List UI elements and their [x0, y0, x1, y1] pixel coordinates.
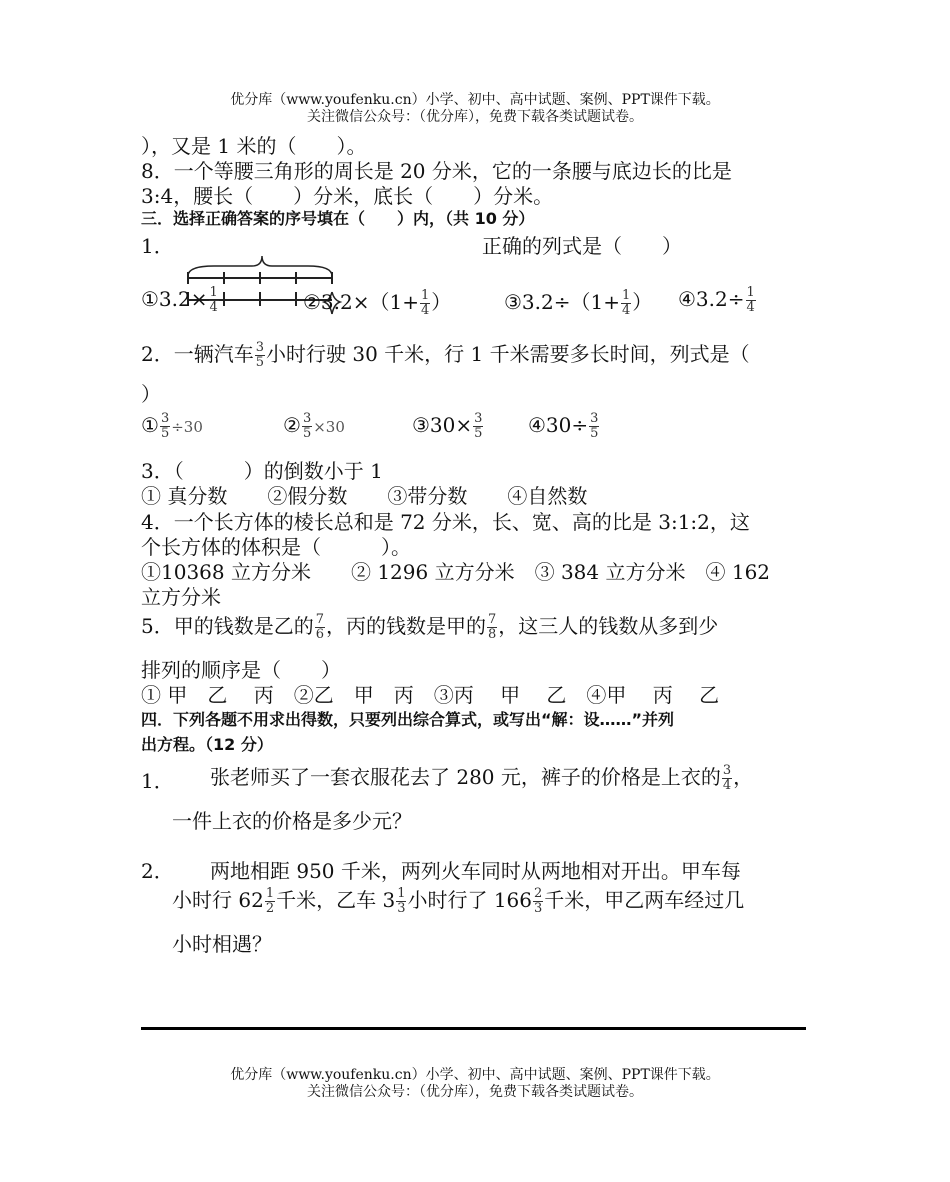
section-4-title-line-2: 出方程。（12 分）	[141, 735, 273, 754]
footer-line-2: 关注微信公众号：（优分库），免费下载各类试题试卷。	[307, 1084, 643, 1100]
fraction: $\frac{7}{6}$	[315, 612, 325, 642]
s3-q5-line-2: 排列的顺序是（ ）	[141, 658, 341, 682]
s3-q2-line-1: 2．一辆汽车 $\frac{3}{5}$ 小时行驶 30 千米，行 1 千米需要多长时间，列式是（	[141, 340, 750, 370]
s3-q3-options: ① 真分数 ②假分数 ③带分数 ④自然数	[141, 484, 588, 508]
footer-line-1: 优分库（www.youfenku.cn）小学、初中、高中试题、案例、PPT课件下载。	[230, 1067, 720, 1083]
s3-q2-option-1: ① $\frac{3}{5}$ ÷30	[141, 411, 203, 441]
s3-q4-line-2: 个长方体的体积是（ ）。	[141, 535, 411, 559]
fraction: $\frac{3}{4}$	[722, 763, 732, 793]
s4-q1-number: 1．	[141, 769, 174, 793]
s4-q2-line-2: 小时行 62 $\frac{1}{2}$ 千米，乙车 3 $\frac{1}{3}$ 小时行了 166 $\frac{2}{3}$ 千米，甲乙两车经过几	[172, 886, 745, 916]
fraction: $\frac{1}{2}$	[265, 886, 275, 916]
header-line-2: 关注微信公众号：（优分库），免费下载各类试题试卷。	[307, 109, 643, 125]
s3-q1-option-1: ①3.2× $\frac{1}{4}$	[141, 285, 218, 315]
s3-q2-option-4: ④30÷ $\frac{3}{5}$	[528, 411, 599, 441]
s4-q1-line-1: 张老师买了一套衣服花去了 280 元，裤子的价格是上衣的 $\frac{3}{4}$ ，	[210, 763, 754, 793]
s3-q2-option-2: ② $\frac{3}{5}$ ×30	[283, 411, 345, 441]
s3-q1-option-4: ④3.2÷ $\frac{1}{4}$	[678, 285, 755, 315]
fraction: $\frac{3}{5}$	[160, 411, 170, 441]
q8-line-1: 8．一个等腰三角形的周长是 20 分米，它的一条腰与底边长的比是	[141, 159, 732, 183]
fraction: $\frac{3}{5}$	[255, 340, 265, 370]
fraction: $\frac{3}{5}$	[474, 411, 483, 441]
s3-q4-line-1: 4．一个长方体的棱长总和是 72 分米，长、宽、高的比是 3:1:2，这	[141, 510, 750, 534]
s3-q1-option-2: ②3.2×（1+ $\frac{1}{4}$ ）	[303, 288, 452, 318]
fraction: $\frac{7}{8}$	[488, 612, 497, 642]
fraction: $\frac{1}{4}$	[621, 288, 631, 318]
header-line-1: 优分库（www.youfenku.cn）小学、初中、高中试题、案例、PPT课件下载。	[230, 92, 720, 108]
s3-q2-option-3: ③30× $\frac{3}{5}$	[412, 411, 483, 441]
fraction: $\frac{3}{5}$	[302, 411, 312, 441]
fraction: $\frac{1}{4}$	[420, 288, 430, 318]
fraction: $\frac{1}{3}$	[397, 886, 406, 916]
s3-q5-line-1: 5．甲的钱数是乙的 $\frac{7}{6}$ ，丙的钱数是甲的 $\frac{7}{8}$ ，这三人的钱数从多到少	[141, 612, 719, 642]
s3-q4-options: ①10368 立方分米 ② 1296 立方分米 ③ 384 立方分米 ④ 162	[141, 560, 771, 584]
s4-q1-line-2: 一件上衣的价格是多少元？	[172, 809, 412, 833]
s4-q2-number: 2．	[141, 859, 174, 883]
s3-q5-options: ① 甲 乙 丙 ②乙 甲 丙 ③丙 甲 乙 ④甲 丙 乙	[141, 683, 720, 707]
fraction: $\frac{1}{4}$	[209, 285, 218, 315]
fraction: $\frac{1}{4}$	[746, 285, 755, 315]
fraction: $\frac{2}{3}$	[534, 886, 543, 916]
line-continuation: ），又是 1 米的（ ）。	[141, 134, 367, 158]
q8-line-2: 3:4，腰长（ ）分米，底长（ ）分米。	[141, 184, 554, 208]
s3-q4-options-cont: 立方分米	[141, 585, 221, 609]
page-divider	[141, 1027, 806, 1030]
s3-q3-line-1: 3．（ ）的倒数小于 1	[141, 459, 383, 483]
s4-q2-line-3: 小时相遇？	[172, 932, 272, 956]
section-3-title: 三．选择正确答案的序号填在（ ）内，（共 10 分）	[141, 209, 535, 228]
s3-q1-stem: 正确的列式是（ ）	[482, 234, 682, 258]
s3-q1-option-3: ③3.2÷（1+ $\frac{1}{4}$ ）	[504, 288, 653, 318]
fraction: $\frac{3}{5}$	[590, 411, 599, 441]
section-4-title-line-1: 四．下列各题不用求出得数，只要列出综合算式，或写出“解：设……”并列	[141, 710, 675, 729]
s3-q2-line-2: ）	[141, 382, 161, 406]
s4-q2-line-1: 两地相距 950 千米，两列火车同时从两地相对开出。甲车每	[210, 859, 741, 883]
s3-q1-number: 1．	[141, 234, 174, 258]
